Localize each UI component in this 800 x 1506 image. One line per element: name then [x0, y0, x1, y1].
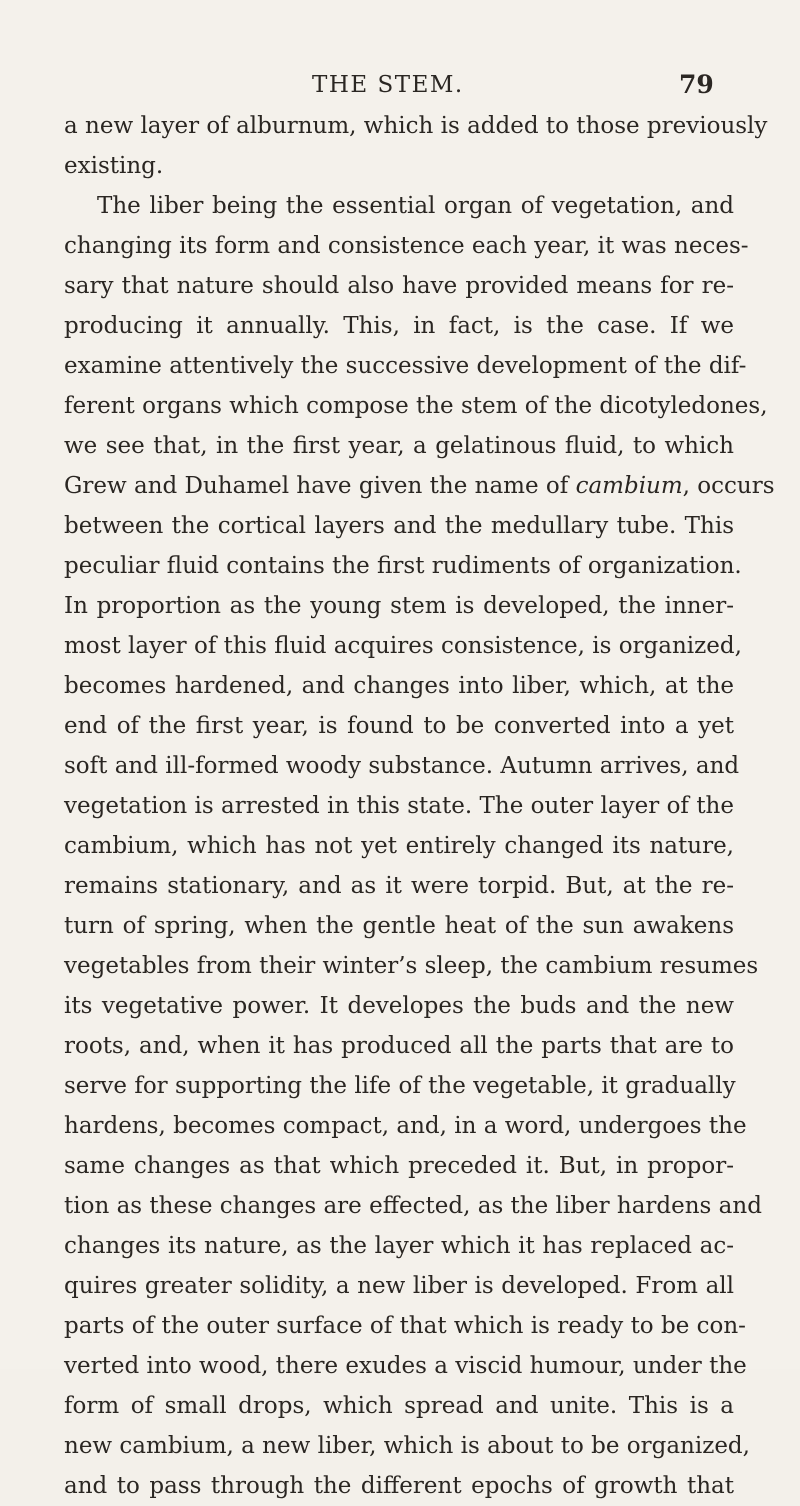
text-line: and to pass through the different epochs of growth that: [64, 1473, 734, 1499]
text-line: cambium, which has not yet entirely changed its nature,: [64, 833, 734, 859]
text-line: changes its nature, as the layer which it has replaced ac-: [64, 1233, 734, 1259]
text-line: vegetables from their winter’s sleep, the cambium resumes: [64, 953, 759, 979]
text-line: a new layer of alburnum, which is added to those previously: [64, 113, 768, 139]
text-line: verted into wood, there exudes a viscid humour, under the: [64, 1353, 747, 1379]
text-line: roots, and, when it has produced all the parts that are to: [64, 1033, 734, 1059]
text-line: turn of spring, when the gentle heat of the sun awakens: [64, 913, 734, 939]
text-line: peculiar fluid contains the first rudiments of organization.: [64, 553, 742, 579]
text-line: The liber being the essential organ of vegetation, and: [97, 193, 734, 219]
text-line: serve for supporting the life of the vegetable, it gradually: [64, 1073, 736, 1099]
text-segment: Grew and Duhamel have given the name of: [64, 473, 576, 499]
text-line: soft and ill-formed woody substance. Autumn arrives, and: [64, 753, 740, 779]
running-head: THE STEM.: [312, 72, 464, 98]
text-line: vegetation is arrested in this state. The outer layer of the: [64, 793, 734, 819]
text-line: we see that, in the first year, a gelatinous fluid, to which: [64, 433, 734, 459]
text-line: hardens, becomes compact, and, in a word, undergoes the: [64, 1113, 747, 1139]
text-segment: , occurs: [682, 473, 775, 499]
text-line: end of the first year, is found to be converted into a yet: [64, 713, 734, 739]
text-line: In proportion as the young stem is developed, the inner-: [64, 593, 734, 619]
text-line: form of small drops, which spread and unite. This is a: [64, 1393, 734, 1419]
text-line: most layer of this fluid acquires consistence, is organized,: [64, 633, 742, 659]
text-line: between the cortical layers and the medullary tube. This: [64, 513, 734, 539]
text-line: examine attentively the successive development of the dif-: [64, 353, 747, 379]
text-line: its vegetative power. It developes the buds and the new: [64, 993, 734, 1019]
page-number: 79: [679, 70, 714, 99]
text-line: producing it annually. This, in fact, is the case. If we: [64, 313, 734, 339]
text-line: parts of the outer surface of that which is ready to be con-: [64, 1313, 746, 1339]
text-line: quires greater solidity, a new liber is developed. From all: [64, 1273, 734, 1299]
text-line: changing its form and consistence each year, it was neces-: [64, 233, 749, 259]
italic-term-cambium: cambium: [575, 473, 683, 499]
text-line: remains stationary, and as it were torpid. But, at the re-: [64, 873, 734, 899]
text-line: same changes as that which preceded it. But, in propor-: [64, 1153, 734, 1179]
text-line: new cambium, a new liber, which is about to be organized,: [64, 1433, 750, 1459]
text-line: becomes hardened, and changes into liber, which, at the: [64, 673, 734, 699]
text-line: tion as these changes are effected, as the liber hardens and: [64, 1193, 762, 1219]
text-line: existing.: [64, 153, 164, 179]
text-line-with-italic: [64, 466, 775, 506]
text-line: ferent organs which compose the stem of the dicotyledones,: [64, 393, 768, 419]
text-line: sary that nature should also have provided means for re-: [64, 273, 734, 299]
